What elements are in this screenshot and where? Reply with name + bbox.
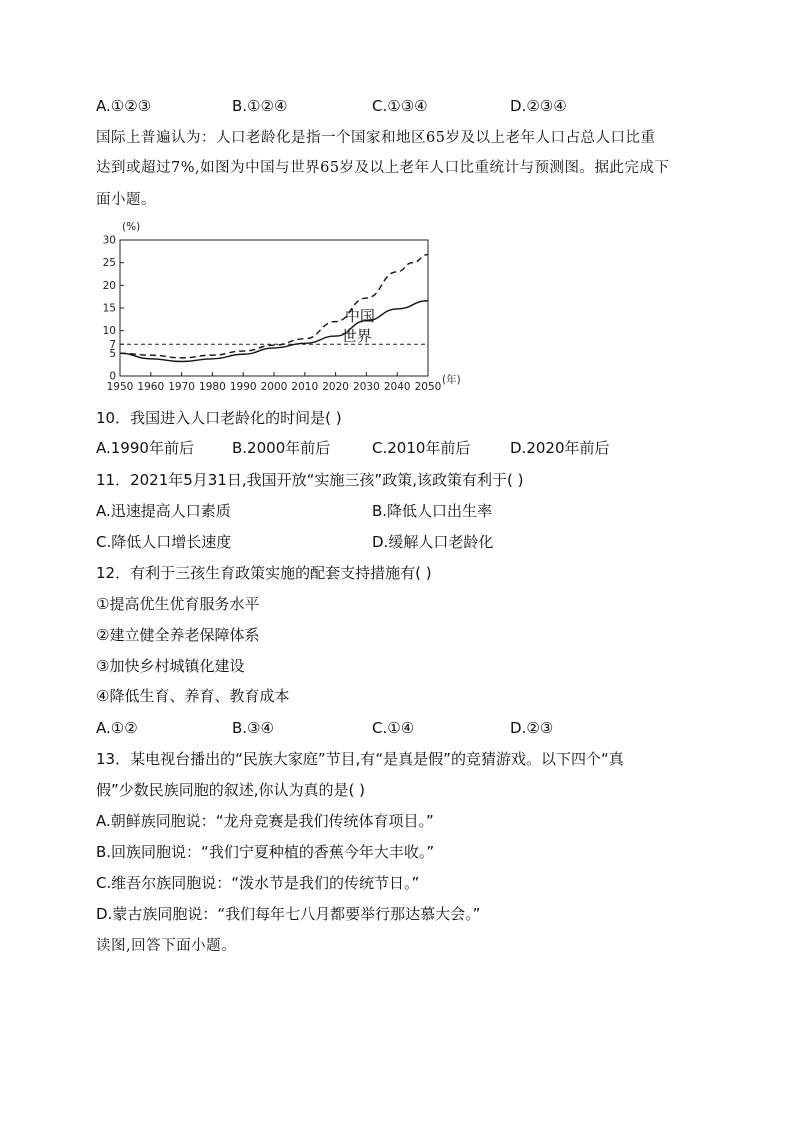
q10-option-d: D.2020年前后: [510, 439, 610, 457]
q9-option-a: A.①②③: [96, 97, 152, 115]
q12-options: [96, 718, 736, 738]
y-tick-label: 20: [102, 279, 116, 292]
y-tick-label: 25: [102, 257, 116, 270]
x-tick-label: 1970: [168, 381, 195, 393]
x-tick-label: 2040: [383, 381, 411, 393]
y-tick-label: 15: [102, 302, 116, 315]
q12-option-b: B.③④: [232, 719, 274, 737]
x-tick-label: 1980: [199, 381, 226, 393]
q10-option-a: A.1990年前后: [96, 439, 194, 457]
y-tick-label: 30: [102, 234, 116, 247]
x-axis-label: (年): [442, 374, 461, 386]
q10-stem: 10．我国进入人口老龄化的时间是( ): [96, 409, 342, 427]
x-tick-label: 1960: [137, 381, 165, 393]
q11-options-row1: [96, 501, 736, 521]
series-label-china: 中国: [344, 307, 375, 326]
q10-options: [96, 438, 736, 458]
x-tick-label: 2010: [291, 381, 319, 393]
q13-option-b: B.回族同胞说：“我们宁夏种植的香蕉今年大丰收。”: [96, 843, 435, 861]
q11-option-c: C.降低人口增长速度: [96, 533, 232, 551]
q9-option-d: D.②③④: [510, 97, 567, 115]
q13-stem-line-1: 13．某电视台播出的“民族大家庭”节目,有“是真是假”的竞猜游戏。以下四个“真: [96, 750, 624, 768]
q12-item-1: ①提高优生优育服务水平: [96, 595, 260, 613]
y-tick-label: 7: [109, 338, 116, 351]
q11-option-b: B.降低人口出生率: [372, 502, 493, 520]
x-tick-label: 2050: [414, 381, 442, 393]
q9-options: [96, 96, 736, 116]
q12-stem: 12．有利于三孩生育政策实施的配套支持措施有( ): [96, 564, 432, 582]
q11-option-a: A.迅速提高人口素质: [96, 502, 231, 520]
y-tick-label: 0: [109, 370, 116, 383]
intro1-line-1: 国际上普遍认为：人口老龄化是指一个国家和地区65岁及以上老年人口占总人口比重: [96, 130, 656, 146]
intro1-line-2: 达到或超过7%,如图为中国与世界65岁及以上老年人口比重统计与预测图。据此完成下: [96, 160, 670, 176]
series-label-world: 世界: [341, 327, 372, 346]
q13-option-a: A.朝鲜族同胞说：“龙舟竞赛是我们传统体育项目。”: [96, 812, 434, 830]
x-tick-label: 2020: [322, 381, 349, 393]
q12-item-2: ②建立健全养老保障体系: [96, 626, 260, 644]
q11-option-d: D.缓解人口老龄化: [372, 533, 494, 551]
q11-stem: 11．2021年5月31日,我国开放“实施三孩”政策,该政策有利于( ): [96, 471, 524, 489]
x-tick-label: 1950: [106, 381, 134, 393]
q12-item-3: ③加快乡村城镇化建设: [96, 657, 245, 675]
y-tick-label: 10: [102, 325, 116, 338]
q12-option-a: A.①②: [96, 719, 138, 737]
q11-options-row2: [96, 532, 736, 552]
plot-frame: [120, 240, 428, 376]
q12-option-d: D.②③: [510, 719, 554, 737]
x-tick-label: 1990: [229, 381, 257, 393]
series-line-china: [120, 255, 428, 358]
x-tick-label: 2030: [353, 381, 380, 393]
x-tick-label: 2000: [260, 381, 288, 393]
q9-option-b: B.①②④: [232, 97, 288, 115]
series-line-world: [120, 301, 428, 362]
q9-option-c: C.①③④: [372, 97, 428, 115]
q10-option-b: B.2000年前后: [232, 439, 331, 457]
q13-stem-line-2: 假”少数民族同胞的叙述,你认为真的是( ): [96, 781, 366, 799]
y-tick-label: 5: [109, 347, 116, 360]
q13-option-c: C.维吾尔族同胞说：“泼水节是我们的传统节日。”: [96, 874, 420, 892]
aging-chart: [96, 214, 476, 394]
y-axis-label: (%): [122, 221, 141, 233]
q12-item-4: ④降低生育、养育、教育成本: [96, 687, 290, 705]
intro2-text: 读图,回答下面小题。: [96, 938, 237, 954]
q12-option-c: C.①④: [372, 719, 415, 737]
intro1-line-3: 面小题。: [96, 192, 156, 208]
q10-option-c: C.2010年前后: [372, 439, 471, 457]
q13-option-d: D.蒙古族同胞说：“我们每年七八月都要举行那达慕大会。”: [96, 905, 481, 923]
